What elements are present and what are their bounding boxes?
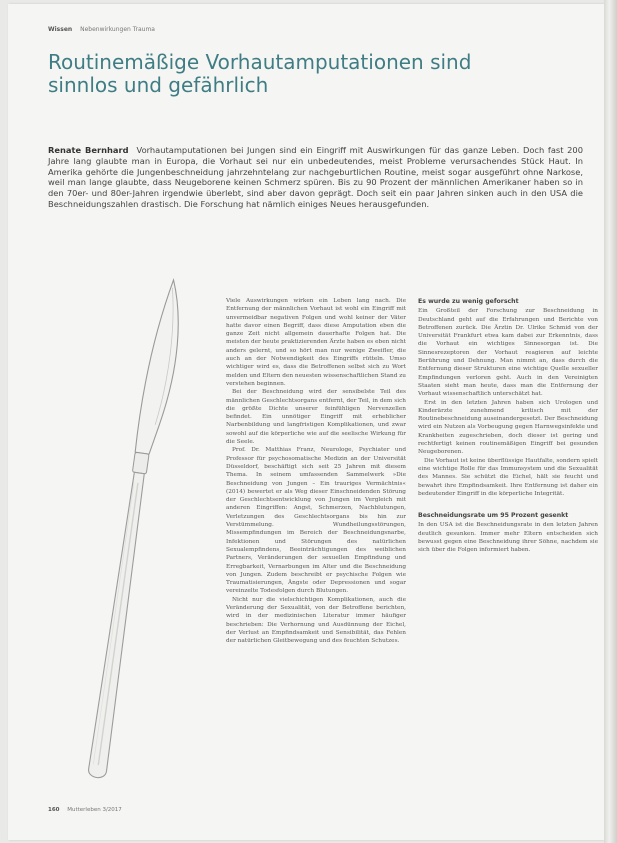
article-lead <box>48 145 583 210</box>
body-paragraph: In den USA ist die Beschneidungsrate in den letzten Jahren deutlich gesunken. Immer mehr Eltern entscheiden sich bewusst gegen eine Beschneidung ihrer Söhne, nachdem sie sich über die Folgen informiert haben. <box>418 522 598 554</box>
body-paragraph: Nicht nur die vielschichtigen Komplikationen, auch die Veränderung der Sexualität, von der Betroffene berichten, wird in der medizinischen Literatur immer häufiger beschrieben: Die Verhornung und Ausdünnung der Eichel, der Verlust an Empfindsamkeit und Sensibilität, das Fehlen der natürlichen Gleitbewegung und des feuchten Schutzes. <box>226 596 406 645</box>
subheading: Es wurde zu wenig geforscht <box>418 298 519 305</box>
body-paragraph: Erst in den letzten Jahren haben sich Urologen und Kinderärzte zunehmend kritisch mit der Routinebeschneidung auseinandergesetzt. Der Beschneidung wird ein Nutzen als Vorbeugung gegen Harnwegsinfekte und Krankheiten zugeschrieben, doch dieser ist gering und rechtfertigt keinen routinemäßigen Eingriff bei gesunden Neugeborenen. <box>418 399 598 456</box>
topic-label: Nebenwirkungen Trauma <box>80 26 155 33</box>
subheading: Beschneidungsrate um 95 Prozent gesenkt <box>418 512 569 520</box>
article-column-1 <box>226 297 406 645</box>
author-name: Renate Bernhard <box>48 145 129 155</box>
section-kicker <box>48 26 155 33</box>
scalpel-illustration <box>68 272 188 792</box>
lead-text: Vorhautamputationen bei Jungen sind ein Eingriff mit Auswirkungen für das ganze Leben. Doch fast 200 Jahre lang glaubte man in Europa, die Vorhaut sei nur ein unbedeutendes, meist Probleme verursachendes Stück Haut. In Amerika gehörte die Jungenbeschneidung jahrzehntelang zur nachgeburtlichen Routine, meist sogar ausgeführt ohne Narkose, weil man lange glaubte, dass Neugeborene keinen Schmerz spüren. Bis zu 90 Prozent der männlichen Amerikaner haben so in den 70er- und 80er-Jahren irgendwie überlebt, sind aber davon geprägt. Doch seit ein paar Jahren sinken auch in den USA die Beschneidungszahlen drastisch. Die Forschung hat nämlich einiges Neues herausgefunden. <box>48 145 583 209</box>
magazine-page <box>8 4 604 840</box>
article-column-2 <box>418 298 598 555</box>
body-paragraph: Die Vorhaut ist keine überflüssige Hautfalte, sondern spielt eine wichtige Rolle für das Immunsystem und die Sexualität des Mannes. Sie schützt die Eichel, hält sie feucht und bewahrt ihre Empfindsamkeit. Ihre Entfernung ist daher ein bedeutender Eingriff in die körperliche Integrität. <box>418 457 598 497</box>
article-title: Routinemäßige Vorhautamputationen sind sinnlos und gefährlich <box>48 50 472 97</box>
body-paragraph: Bei der Beschneidung wird der sensibelste Teil des männlichen Geschlechtsorgans entfernt, der Teil, in dem sich die größte Dichte unserer feinfühligen Nervenzellen befindet. Ein unnötiger Eingriff mit erheblicher Narbenbildung und langfristigen Komplikationen, und zwar sowohl auf die körperliche wie auf die seelische Wirkung für die Seele. <box>226 389 406 446</box>
page-number: 160 <box>48 807 60 813</box>
issue-label: Mutterleben 3/2017 <box>67 807 122 813</box>
body-paragraph: Ein Großteil der Forschung zur Beschneidung in Deutschland geht auf die Erfahrungen und Berichte von Betroffenen zurück. Die Ärztin Dr. Ulrike Schmid von der Universität Frankfurt etwa kam dabei zur Erkenntnis, dass die Vorhaut ein wichtiges Sinnesorgan ist. Die Sinnesrezeptoren der Vorhaut reagieren auf leichte Berührung und Dehnung. Man nimmt an, dass durch die Entfernung dieser Strukturen eine wichtige Quelle sexueller Empfindungen verloren geht. Auch in den Vereinigten Staaten sieht man heute, dass man die Entfernung der Vorhaut wissenschaftlich unterschätzt hat. <box>418 308 598 398</box>
body-paragraph: Prof. Dr. Matthias Franz, Neurologe, Psychiater und Professor für psychosomatische Medizin an der Universität Düsseldorf, beschäftigt sich seit 25 Jahren mit diesem Thema. In seinem umfassenden Sammelwerk »Die Beschneidung von Jungen – Ein trauriges Vermächtnis« (2014) bewertet er als Weg dieser Einschneidenden Störung der Geschlechtsentwicklung von Jungen im Vergleich mit anderen Eingriffen: Angst, Schmerzen, Nachblutungen, Verletzungen des Geschlechtsorgans bis hin zur Verstümmelung. Wundheilungsstörungen, Missempfindungen im Bereich der Beschneidungsnarbe, Infektionen und Störungen des natürlichen Sexualempfindens, Beeinträchtigungen des weiblichen Partners, Veränderungen der sexuellen Empfindung und Erregbarkeit, Vernarbungen im Alter und die Beschneidung von Jungen. Zudem beschreibt er psychische Folgen wie Traumatisierungen, Ängste oder Depressionen und sogar vereinzelte Todesfolgen durch Blutungen. <box>226 447 406 595</box>
body-paragraph: Viele Auswirkungen wirken ein Leben lang nach. Die Entfernung der männlichen Vorhaut ist wohl ein Eingriff mit unvermeidbar negativen Folgen und wohl keiner der Väter hatte davor einen Begriff, dass diese Amputation eben die ganze Zeit nicht allgemein dauerhafte Folgen hat. Die meisten der heute praktizierenden Ärzte haben es eben nicht anders gelernt, und so hört man nur wenige Zweifler, die auch an der Notwendigkeit des Eingriffs rütteln. Umso wichtiger wird es, dass die Betroffenen selbst sich zu Wort melden und Eltern den neuesten wissenschaftlichen Stand zu verstehen beginnen. <box>226 298 406 387</box>
section-label: Wissen <box>48 26 73 33</box>
page-footer <box>48 807 122 813</box>
page-binding-edge <box>604 0 617 843</box>
